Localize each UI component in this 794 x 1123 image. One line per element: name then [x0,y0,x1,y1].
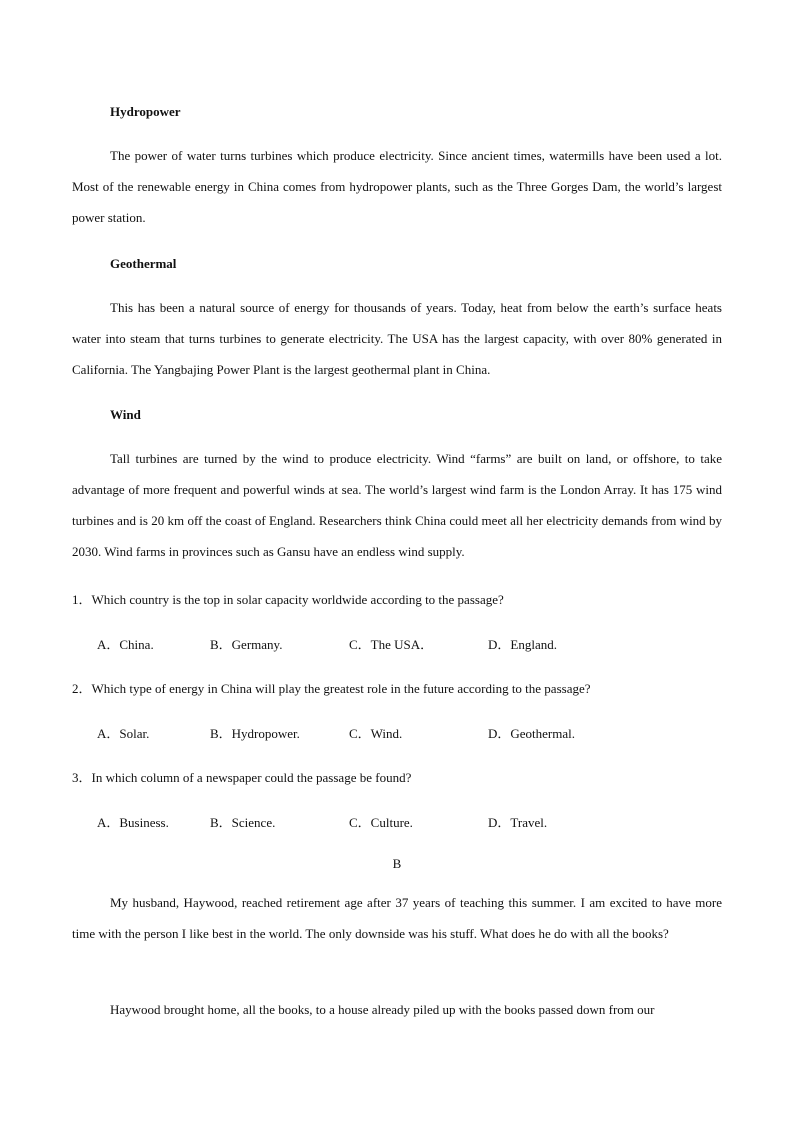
question-3-option-d: D．Travel. [488,815,548,830]
question-1-option-c: C．The USA． [349,637,434,652]
section-heading-geothermal: Geothermal [110,256,177,271]
section-text-hydropower: The power of water turns turbines which produce electricity. Since ancient times, watermills have been used a lot. Most of the renewable energy in China comes from hydropower plants, such as the Three Gorges Dam, the world’s largest power station. [72,148,722,225]
question-2-option-a: A．Solar. [97,726,150,741]
question-2-option-d: D．Geothermal. [488,726,576,741]
question-1-option-d: D．England. [488,637,557,652]
question-3-option-c: C．Culture. [349,815,413,830]
section-heading-hydropower: Hydropower [110,104,181,119]
section-text-geothermal: This has been a natural source of energy for thousands of years. Today, heat from below the earth’s surface heats water into steam that turns turbines to generate electricity. The USA has the largest capacity, with over 80% generated in California. The Yangbajing Power Plant is the largest geothermal plant in China. [72,300,722,377]
part-b-paragraph-2: Haywood brought home, all the books, to a house already piled up with the books passed down from our [110,1002,655,1017]
question-1-option-b: B．Germany. [210,637,283,652]
part-b-paragraph-1: My husband, Haywood, reached retirement age after 37 years of teaching this summer. I am excited to have more time with the person I like best in the world. The only downside was his stuff. What does he do with all the books? [72,895,722,941]
question-3-option-a: A．Business. [97,815,169,830]
part-b-label: B [392,856,402,871]
question-1-option-a: A．China. [97,637,154,652]
question-3-option-b: B．Science. [210,815,276,830]
question-1: 1．Which country is the top in solar capacity worldwide according to the passage? [72,592,504,607]
section-heading-wind: Wind [110,407,141,422]
question-2-option-b: B．Hydropower. [210,726,300,741]
question-2-option-c: C．Wind. [349,726,403,741]
question-3: 3．In which column of a newspaper could the passage be found? [72,770,412,785]
question-2: 2．Which type of energy in China will play the greatest role in the future according to the passage? [72,681,591,696]
section-text-wind: Tall turbines are turned by the wind to produce electricity. Wind “farms” are built on land, or offshore, to take advantage of more frequent and powerful winds at sea. The world’s largest wind farm is the London Array. It has 175 wind turbines and is 20 km off the coast of England. Researchers think China could meet all her electricity demands from wind by 2030. Wind farms in provinces such as Gansu have an endless wind supply. [72,451,722,559]
